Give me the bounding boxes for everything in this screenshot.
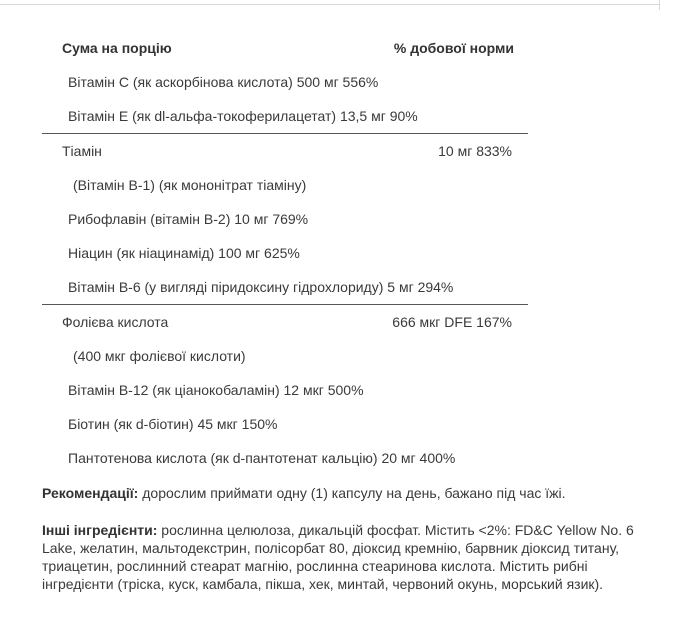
table-row-vitamin-b6	[42, 270, 528, 304]
row-label: Вітамін B-6 (у вигляді піридоксину гідрохлориду) 5 мг 294%	[68, 279, 454, 295]
row-label: Біотин (як d-біотин) 45 мкг 150%	[68, 416, 278, 432]
row-label: Вітамін E (як dl-альфа-токоферилацетат) 13,5 мг 90%	[68, 108, 418, 124]
row-label: Вітамін B-12 (як ціанокобаламін) 12 мкг 500%	[68, 382, 364, 398]
row-label: Тіамін	[62, 143, 102, 159]
table-row-riboflavin	[42, 202, 528, 236]
other-ingredients-label: Інші інгредієнти:	[42, 522, 158, 538]
other-ingredients	[42, 521, 642, 593]
table-row-vitamin-b12	[42, 373, 528, 407]
table-row-pantothenic-acid	[42, 441, 528, 475]
top-divider	[0, 0, 660, 5]
table-row-niacin	[42, 236, 528, 270]
top-divider-tick	[659, 0, 660, 10]
recommendations-text: дорослим приймати одну (1) капсулу на день, бажано під час їжі.	[138, 485, 566, 501]
other-ingredients-text: рослинна целюлоза, дикальцій фосфат. Містить <2%: FD&C Yellow No. 6 Lake, желатин, мальтодекстрин, полісорбат 80, діоксид кремнію, барвник діоксид титану, триацетин, рослинний стеарат магнію, рослинна стеаринова кислота. Містить рибні інгредієнти (тріска, куск, камбала, пікша, хек, минтай, червоний окунь, морський язик).	[42, 522, 634, 592]
header-daily-value: % добової норми	[393, 40, 514, 56]
table-row-biotin	[42, 407, 528, 441]
table-header	[42, 31, 528, 65]
row-value: 666 мкг DFE 167%	[392, 314, 512, 330]
header-amount-per-serving: Сума на порцію	[62, 40, 172, 56]
recommendations	[42, 484, 652, 502]
row-label: Вітамін C (як аскорбінова кислота) 500 мг 556%	[68, 74, 379, 90]
table-row-thiamin-sub	[42, 168, 528, 202]
row-label: (400 мкг фолієвої кислоти)	[73, 348, 246, 364]
row-label: Ніацин (як ніацинамід) 100 мг 625%	[68, 245, 300, 261]
table-row-folic-acid	[42, 304, 528, 339]
row-label: Фолієва кислота	[62, 314, 169, 330]
recommendations-label: Рекомендації:	[42, 485, 139, 501]
table-row-folic-acid-sub	[42, 339, 528, 373]
row-label: Рибофлавін (вітамін B-2) 10 мг 769%	[68, 211, 309, 227]
table-row-vitamin-e	[42, 99, 528, 133]
row-label: (Вітамін B-1) (як мононітрат тіаміну)	[73, 177, 307, 193]
table-row-vitamin-c	[42, 65, 528, 99]
supplement-facts-table	[42, 31, 528, 475]
row-label: Пантотенова кислота (як d-пантотенат кальцію) 20 мг 400%	[68, 450, 456, 466]
row-value: 10 мг 833%	[438, 143, 512, 159]
table-row-thiamin	[42, 133, 528, 168]
